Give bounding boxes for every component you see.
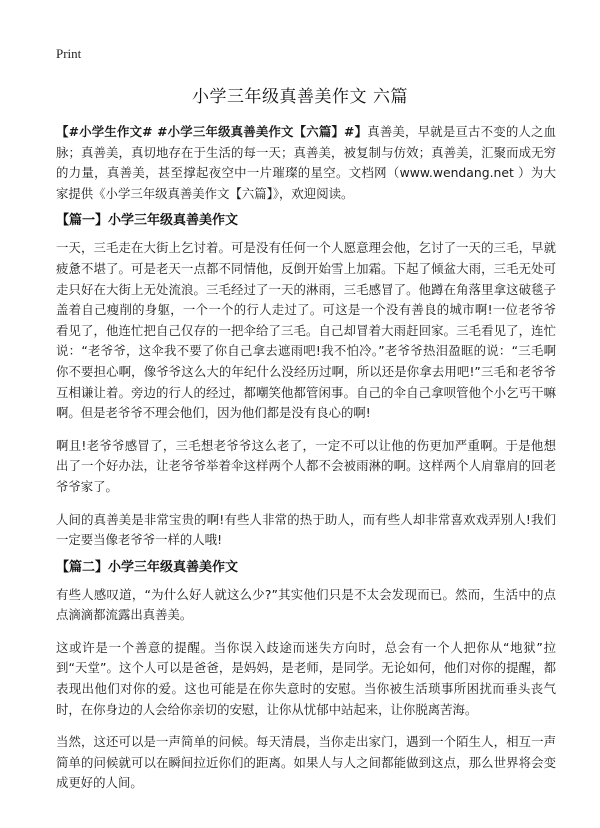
intro-text: 真善美，早就是亘古不变的人之血脉；真善美，真切地存在于生活的每一天；真善美，被复制与仿效；真善美，汇聚而成无穷的力量，真善美，甚至撑起夜空中一片璀璨的星空。文档网（www.wendang.net ）为大家提供《小学三年级真善美作文【六篇】》，欢迎阅读。 [56,124,556,201]
section1-paragraph-1: 一天，三毛走在大街上乞讨着。可是没有任何一个人愿意理会他，乞讨了一天的三毛，早就疲惫不堪了。可是老天一点都不同情他，反倒开始雪上加霜。下起了倾盆大雨，三毛无处可走只好在大街上无处流浪。三毛经过了一天的淋雨，三毛感冒了。他蹲在角落里拿这破毯子盖着自己瘦削的身躯，一个一个的行人走过了。可这是一个没有善良的城市啊!一位老爷爷看见了，他连忙把自己仅存的一把伞给了三毛。自己却冒着大雨赶回家。三毛看见了，连忙说：“老爷爷，这伞我不要了你自己拿去遮雨吧!我不怕冷。”老爷爷热泪盈眶的说：“三毛啊你不要担心啊，像爷爷这么大的年纪什么没经历过啊，所以还是你拿去用吧!”三毛和老爷爷互相谦让着。旁边的行人的经过，都嘲笑他都管闲事。自己的伞自己拿呗管他个小乞丐干嘛啊。但是老爷爷不理会他们，因为他们都是没有良心的啊! [56,240,556,421]
section2-paragraph-1: 有些人感叹道，“为什么好人就这么少?”其实他们只是不太会发现而已。然而，生活中的点点滴滴都流露出真善美。 [56,586,556,623]
section1-paragraph-3: 人间的真善美是非常宝贵的啊!有些人非常的热于助人，而有些人却非常喜欢戏弄别人!我们一定要当像老爷爷一样的人哦! [56,511,556,548]
section1-paragraph-2: 啊且!老爷爷感冒了，三毛想老爷爷这么老了，一定不可以让他的伤更加严重啊。于是他想出了一个好办法，让老爷爷举着伞这样两个人都不会被雨淋的啊。这样两个人肩靠肩的回老爷爷家了。 [56,437,556,494]
page-title: 小学三年级真善美作文 六篇 [192,87,408,107]
section2-heading: 【篇二】小学三年级真善美作文 [56,559,239,575]
section1-heading: 【篇一】小学三年级真善美作文 [56,213,239,229]
intro-paragraph [56,122,556,204]
section2-paragraph-2: 这或许是一个善意的提醒。当你误入歧途而迷失方向时，总会有一个人把你从“地狱”拉到“天堂”。这个人可以是爸爸，是妈妈，是老师，是同学。无论如何，他们对你的提醒，都表现出他们对你的爱。这也可能是在你失意时的安慰。当你被生活琐事所困扰而垂头丧气时，在你身边的人会给你亲切的安慰，让你从忧郁中站起来，让你脱离苦海。 [56,639,556,717]
section2-paragraph-3: 当然，这还可以是一声简单的问候。每天清晨，当你走出家门，遇到一个陌生人，相互一声简单的问候就可以在瞬间拉近你们的距离。如果人与人之间都能做到这点，那么世界将会变成更好的人间。 [56,734,556,791]
print-label: Print [56,46,82,61]
article-body [56,122,556,794]
intro-tag: 【#小学生作文# #小学三年级真善美作文【六篇】#】 [56,124,368,139]
